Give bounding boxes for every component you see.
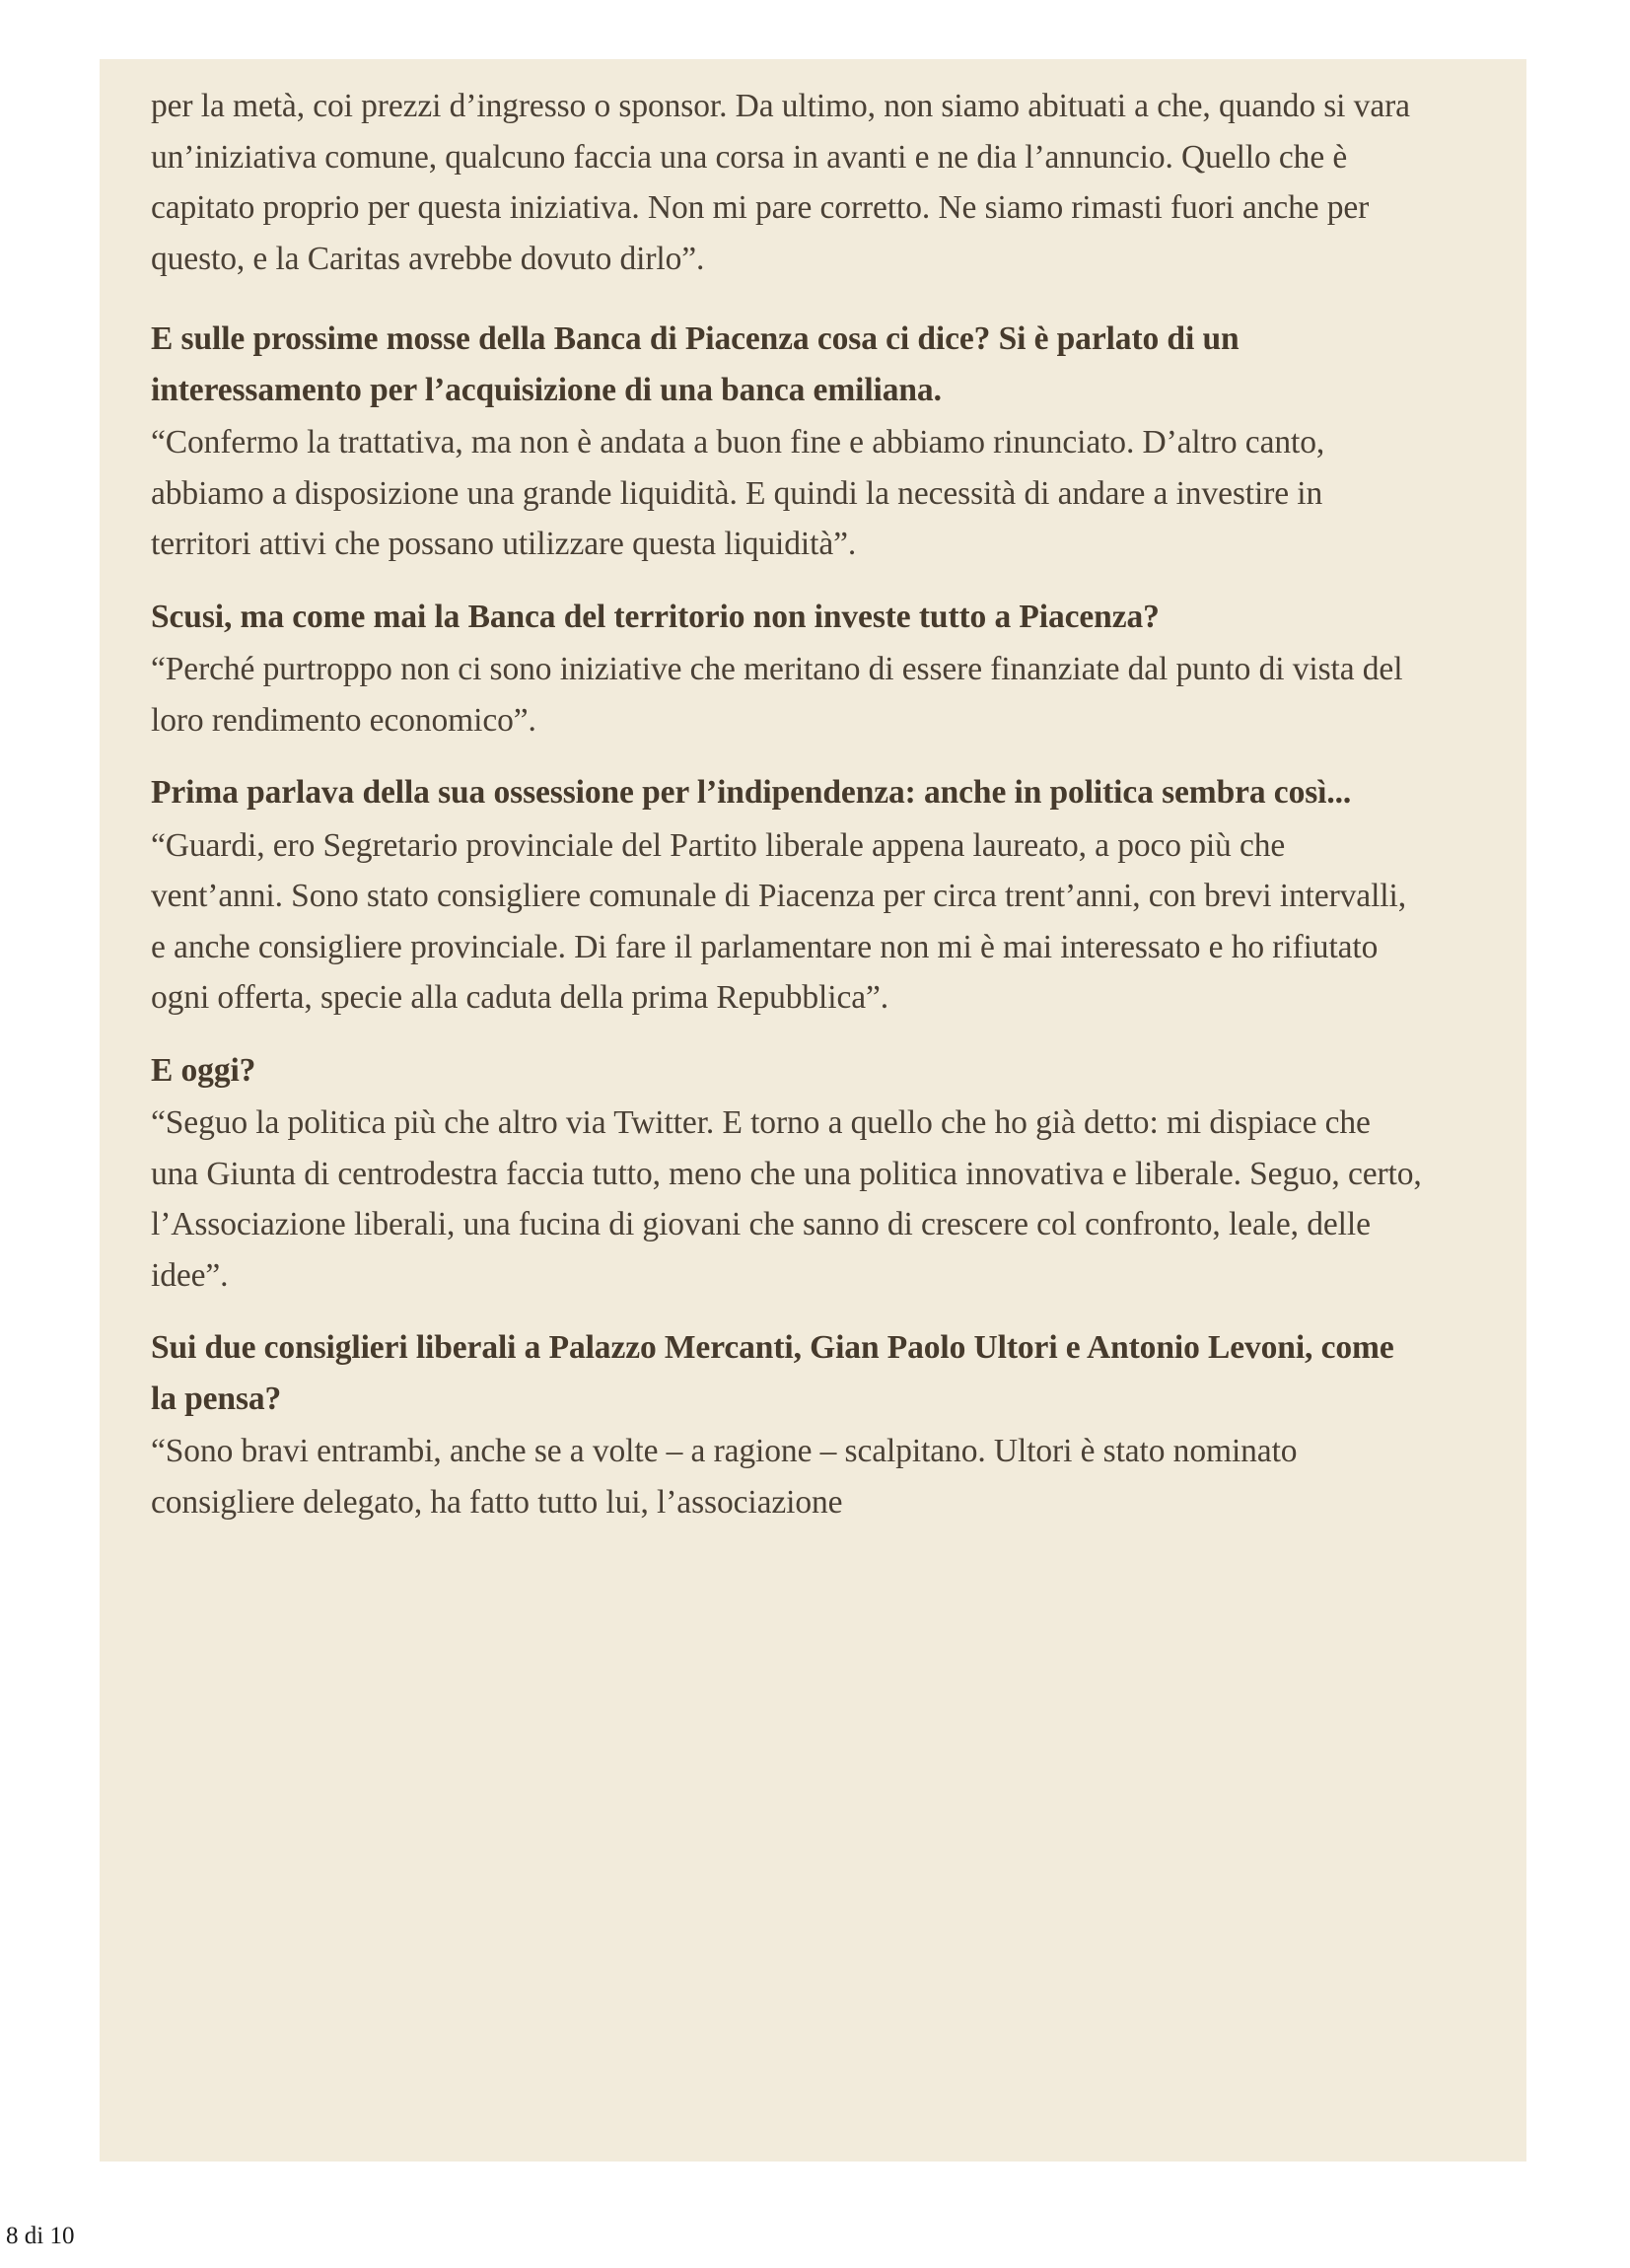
answer-paragraph: “Perché purtroppo non ci sono iniziative che meritano di essere finanziate dal punto di vista del loro rendimento economico”. [151, 651, 1403, 739]
question-heading: Prima parlava della sua ossessione per l’indipendenza: anche in politica sembra così... [151, 774, 1352, 811]
answer-paragraph: “Seguo la politica più che altro via Twitter. E torno a quello che ho già detto: mi dispiace che una Giunta di centrodestra faccia tutto, meno che una politica innovativa e liberale. Seguo, certo, l’Associazione liberali, una fucina di giovani che sanno di crescere col confronto, leale, delle idee”. [151, 1104, 1422, 1294]
article-text-column [151, 81, 1423, 1549]
qa-block [151, 1045, 1423, 1302]
qa-block [151, 314, 1423, 570]
answer-paragraph: “Sono bravi entrambi, anche se a volte – a ragione – scalpitano. Ultori è stato nominato consigliere delegato, ha fatto tutto lui, l’associazione [151, 1433, 1298, 1521]
question-heading: E sulle prossime mosse della Banca di Piacenza cosa ci dice? Si è parlato di un interessamento per l’acquisizione di una banca emiliana. [151, 320, 1240, 408]
lead-paragraph: per la metà, coi prezzi d’ingresso o sponsor. Da ultimo, non siamo abituati a che, quando si vara un’iniziativa comune, qualcuno faccia una corsa in avanti e ne dia l’annuncio. Quello che è capitato proprio per questa iniziativa. Non mi pare corretto. Ne siamo rimasti fuori anche per questo, e la Caritas avrebbe dovuto dirlo”. [151, 88, 1410, 277]
question-heading: Sui due consiglieri liberali a Palazzo Mercanti, Gian Paolo Ultori e Antonio Levoni, come la pensa? [151, 1329, 1394, 1417]
answer-paragraph: “Confermo la trattativa, ma non è andata a buon fine e abbiamo rinunciato. D’altro canto, abbiamo a disposizione una grande liquidità. E quindi la necessità di andare a investire in territori attivi che possano utilizzare questa liquidità”. [151, 424, 1325, 562]
qa-block [151, 592, 1423, 746]
question-heading: Scusi, ma come mai la Banca del territorio non investe tutto a Piacenza? [151, 598, 1160, 635]
question-heading: E oggi? [151, 1051, 256, 1089]
answer-paragraph: “Guardi, ero Segretario provinciale del Partito liberale appena laureato, a poco più che vent’anni. Sono stato consigliere comunale di Piacenza per circa trent’anni, con brevi intervalli, e anche consigliere provinciale. Di fare il parlamentare non mi è mai interessato e ho rifiutato ogni offerta, specie alla caduta della prima Repubblica”. [151, 826, 1406, 1016]
page-number-footer: 8 di 10 [6, 2223, 75, 2249]
qa-block [151, 767, 1423, 1024]
document-page-sheet [100, 59, 1526, 2162]
qa-block [151, 1322, 1423, 1527]
